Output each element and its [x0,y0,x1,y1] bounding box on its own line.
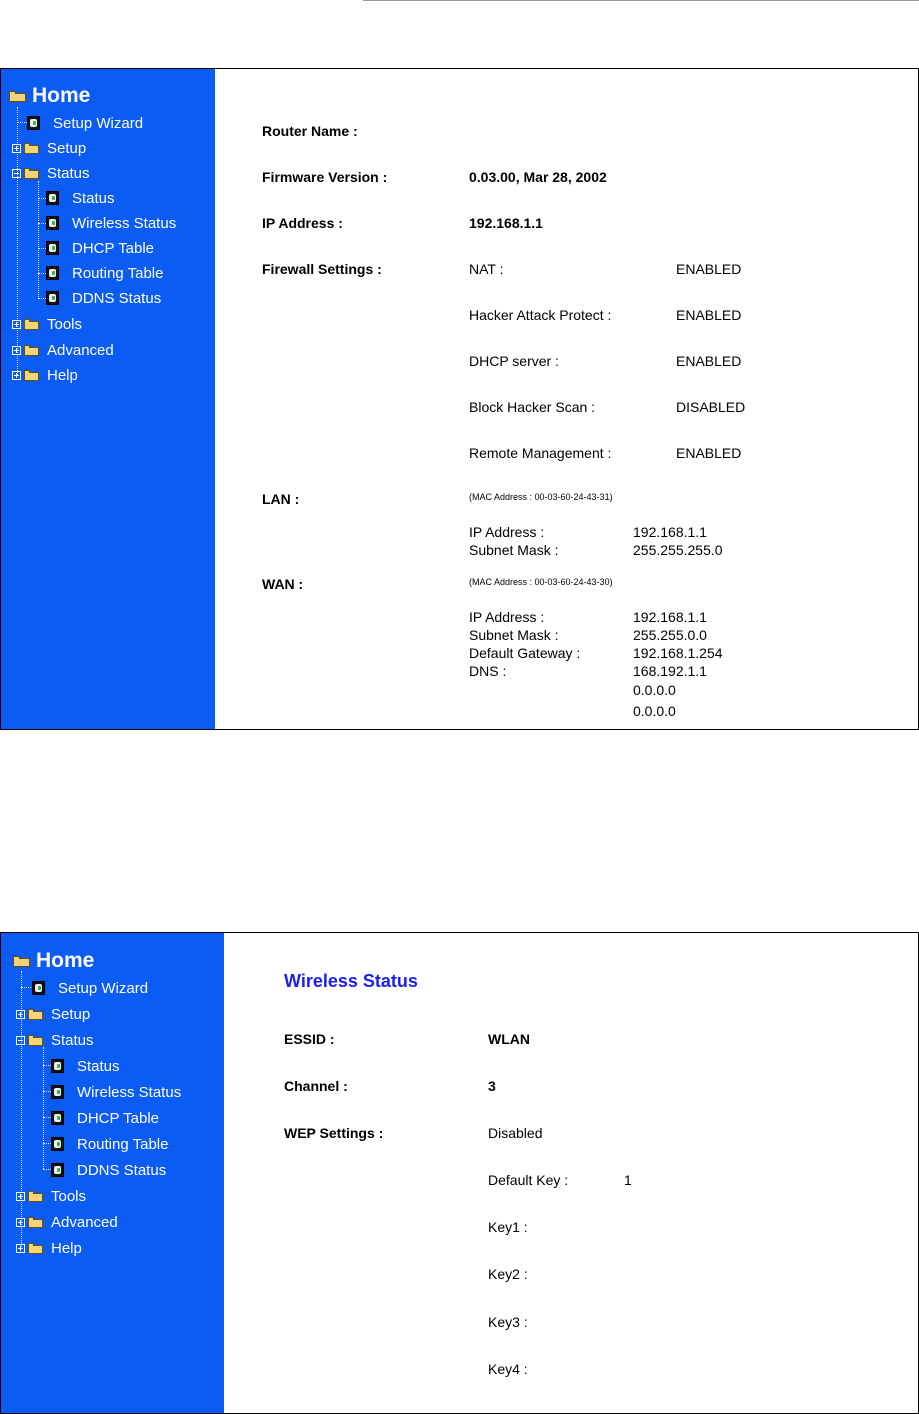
page-icon [27,116,40,130]
expand-icon[interactable] [16,1010,25,1019]
wan-mask-value: 255.255.0.0 [633,627,707,643]
folder-icon [24,370,39,381]
menu-label: Routing Table [72,264,164,282]
channel-label: Channel : [284,1078,348,1094]
page-icon [32,981,45,995]
menu-dhcp-table[interactable] [46,237,154,259]
menu-dhcp-table[interactable] [51,1107,159,1129]
folder-icon [24,319,39,330]
firewall-setting-name: Remote Management : [469,445,612,461]
menu-setup-wizard[interactable] [32,977,148,999]
menu-label: Setup Wizard [53,114,144,132]
page-title: Wireless Status [284,971,418,991]
menu-tree [1,69,215,729]
menu-tools[interactable] [12,313,82,335]
menu-label: DDNS Status [72,289,162,307]
firewall-setting-name: NAT : [469,261,504,277]
menu-label: Routing Table [77,1135,169,1153]
key2-label: Key2 : [488,1266,528,1282]
menu-setup[interactable] [12,137,86,159]
folder-icon [28,1009,43,1020]
wan-dns-value: 168.192.1.1 [633,663,707,679]
page-icon [46,291,59,305]
wireless-status-screen [0,932,919,1414]
menu-help[interactable] [16,1237,82,1259]
menu-label: Advanced [51,1213,118,1231]
page-icon [51,1059,64,1073]
wan-ip-label: IP Address : [469,609,545,625]
sidebar-menu [1,933,224,1413]
firmware-value: 0.03.00, Mar 28, 2002 [469,169,607,185]
default-key-value: 1 [624,1172,632,1188]
channel-value: 3 [488,1078,496,1094]
menu-label: DHCP Table [77,1109,159,1127]
firewall-setting-name: Hacker Attack Protect : [469,307,612,323]
expand-icon[interactable] [16,1192,25,1201]
page-icon [51,1163,64,1177]
wan-ip-value: 192.168.1.1 [633,609,707,625]
default-key-label: Default Key : [488,1172,569,1188]
page-icon [51,1085,64,1099]
wan-gateway-label: Default Gateway : [469,645,581,661]
wireless-content [224,933,918,1413]
wan-gateway-value: 192.168.1.254 [633,645,723,661]
key3-label: Key3 : [488,1314,528,1330]
wan-dns-label: DNS : [469,663,507,679]
menu-tree [1,933,224,1413]
menu-label: Status [51,1031,94,1049]
menu-setup-wizard[interactable] [27,112,143,134]
firewall-setting-name: DHCP server : [469,353,559,369]
firewall-setting-value: ENABLED [676,353,742,369]
page-icon [46,216,59,230]
menu-label: Status [72,189,115,207]
menu-label: Help [51,1239,82,1257]
menu-home[interactable] [9,85,90,107]
expand-icon[interactable] [12,320,21,329]
menu-status[interactable] [12,162,90,184]
essid-value: WLAN [488,1031,530,1047]
menu-routing-table[interactable] [51,1133,168,1155]
page-icon [46,191,59,205]
menu-label: Wireless Status [72,214,177,232]
key1-label: Key1 : [488,1219,528,1235]
folder-icon [24,143,39,154]
menu-wireless-status[interactable] [46,212,176,234]
sidebar-menu [1,69,215,729]
wan-ip-configure-value: 192.168.1.1 [469,215,543,231]
key4-label: Key4 : [488,1361,528,1377]
menu-ddns-status[interactable] [46,287,161,309]
folder-icon [28,1217,43,1228]
wan-label: WAN : [262,576,304,592]
menu-label: Status [77,1057,120,1075]
menu-label: Status [47,164,90,182]
menu-label: Advanced [47,341,114,359]
menu-status[interactable] [16,1029,94,1051]
menu-wireless-status[interactable] [51,1081,181,1103]
wep-settings-value: Disabled [488,1125,543,1141]
menu-label: Setup [51,1005,91,1023]
menu-label: Setup Wizard [58,979,149,997]
lan-ip-value: 192.168.1.1 [633,524,707,540]
firewall-setting-value: ENABLED [676,307,742,323]
menu-label: Tools [51,1187,87,1205]
wan-ip-configure-label: IP Address : [262,215,343,231]
status-content [215,69,918,729]
wan-mask-label: Subnet Mask : [469,627,559,643]
folder-icon [28,1243,43,1254]
menu-tools[interactable] [16,1185,86,1207]
firewall-settings-label: Firewall Settings : [262,261,382,277]
open-folder-icon [9,91,26,102]
firewall-setting-value: DISABLED [676,399,746,415]
page-icon [51,1137,64,1151]
firmware-label: Firmware Version : [262,169,388,185]
menu-label: Wireless Status [77,1083,182,1101]
page-icon [46,266,59,280]
lan-label: LAN : [262,491,300,507]
folder-icon [24,345,39,356]
wan-dns-value: 0.0.0.0 [633,682,676,698]
menu-label: Tools [47,315,83,333]
collapse-icon[interactable] [16,1036,25,1045]
lan-ip-label: IP Address : [469,524,545,540]
folder-icon [28,1191,43,1202]
expand-icon[interactable] [16,1244,25,1253]
menu-ddns-status[interactable] [51,1159,166,1181]
menu-label: Help [47,366,78,384]
menu-advanced[interactable] [12,339,114,361]
open-folder-icon [24,168,39,179]
menu-home[interactable] [13,950,94,972]
menu-label: Setup [47,139,87,157]
menu-label: DDNS Status [77,1161,167,1179]
lan-mask-label: Subnet Mask : [469,542,559,558]
menu-help[interactable] [12,364,78,386]
page-icon [51,1111,64,1125]
menu-status-status[interactable] [46,187,115,209]
status-screen [0,68,919,730]
lan-mac-address: (MAC Address : 00-03-60-24-43-31) [469,492,613,502]
page-icon [46,241,59,255]
menu-setup[interactable] [16,1003,90,1025]
menu-home-label: Home [32,84,91,107]
menu-home-label: Home [36,949,95,972]
firewall-setting-name: Block Hacker Scan : [469,399,596,415]
router-name-label: Router Name : [262,123,358,139]
expand-icon[interactable] [12,144,21,153]
essid-label: ESSID : [284,1031,335,1047]
firewall-setting-value: ENABLED [676,445,742,461]
collapse-icon[interactable] [12,169,21,178]
page-top-rule [363,0,919,1]
menu-routing-table[interactable] [46,262,163,284]
menu-label: DHCP Table [72,239,154,257]
wan-dns-value: 0.0.0.0 [633,703,676,719]
firewall-setting-value: ENABLED [676,261,742,277]
open-folder-icon [13,956,30,967]
expand-icon[interactable] [12,346,21,355]
wan-mac-address: (MAC Address : 00-03-60-24-43-30) [469,577,613,587]
wep-settings-label: WEP Settings : [284,1125,384,1141]
open-folder-icon [28,1035,43,1046]
menu-advanced[interactable] [16,1211,118,1233]
expand-icon[interactable] [12,371,21,380]
expand-icon[interactable] [16,1218,25,1227]
menu-status-status[interactable] [51,1055,120,1077]
lan-mask-value: 255.255.255.0 [633,542,723,558]
